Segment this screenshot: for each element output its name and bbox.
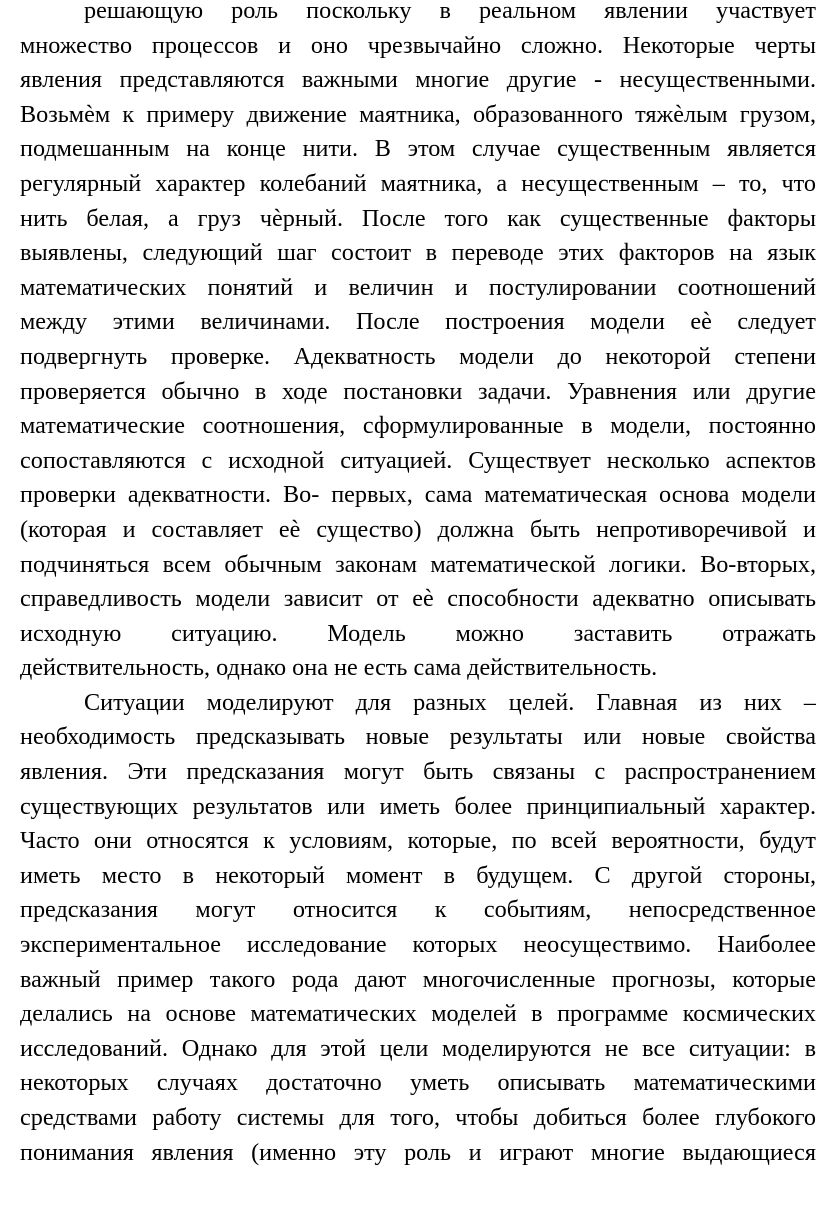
text-line: явления представляются важными многие другие - несущественными. — [20, 66, 816, 94]
text-line: математических понятий и величин и постулировании соотношений — [20, 273, 816, 301]
text-line: проверки адекватности. Во- первых, сама математическая основа модели — [20, 481, 816, 509]
text-line: решающую роль поскольку в реальном явлении участвует — [84, 0, 816, 24]
text-line: нить белая, а груз чѐрный. После того как существенные факторы — [20, 204, 816, 232]
text-line: проверяется обычно в ходе постановки задачи. Уравнения или другие — [20, 377, 816, 405]
text-line: понимания явления (именно эту роль и играют многие выдающиеся — [20, 1138, 816, 1166]
text-line: делались на основе математических моделей в программе космических — [20, 1000, 816, 1028]
text-line: между этими величинами. После построения модели еѐ следует — [20, 308, 816, 336]
text-line: регулярный характер колебаний маятника, а несущественным – то, что — [20, 169, 816, 197]
text-line: подмешанным на конце нити. В этом случае существенным является — [20, 135, 816, 163]
text-line: важный пример такого рода дают многочисленные прогнозы, которые — [20, 965, 816, 993]
text-line: Возьмѐм к примеру движение маятника, образованного тяжѐлым грузом, — [20, 100, 816, 128]
text-line: исследований. Однако для этой цели моделируются не все ситуации: в — [20, 1034, 816, 1062]
paragraph-2 — [20, 686, 816, 1170]
text-line: Ситуации моделируют для разных целей. Главная из них – — [84, 688, 816, 716]
text-line: подвергнуть проверке. Адекватность модели до некоторой степени — [20, 342, 816, 370]
text-line: выявлены, следующий шаг состоит в переводе этих факторов на язык — [20, 239, 816, 267]
text-line: предсказания могут относится к событиям, непосредственное — [20, 896, 816, 924]
text-line: необходимость предсказывать новые результаты или новые свойства — [20, 723, 816, 751]
text-line: множество процессов и оно чрезвычайно сложно. Некоторые черты — [20, 31, 816, 59]
text-line: математические соотношения, сформулированные в модели, постоянно — [20, 412, 816, 440]
paragraph-1 — [20, 0, 816, 686]
text-line: сопоставляются с исходной ситуацией. Существует несколько аспектов — [20, 446, 816, 474]
text-line: (которая и составляет еѐ существо) должна быть непротиворечивой и — [20, 515, 816, 543]
text-line: существующих результатов или иметь более принципиальный характер. — [20, 792, 816, 820]
text-line: Часто они относятся к условиям, которые, по всей вероятности, будут — [20, 827, 816, 855]
text-line: явления. Эти предсказания могут быть связаны с распространением — [20, 758, 816, 786]
text-line: иметь место в некоторый момент в будущем. С другой стороны, — [20, 861, 816, 889]
text-line: справедливость модели зависит от еѐ способности адекватно описывать — [20, 585, 816, 613]
text-line: средствами работу системы для того, чтобы добиться более глубокого — [20, 1104, 816, 1131]
text-line: некоторых случаях достаточно уметь описывать математическими — [20, 1069, 816, 1097]
text-line: экспериментальное исследование которых неосуществимо. Наиболее — [20, 931, 816, 959]
document-page — [20, 0, 816, 1170]
text-line: исходную ситуацию. Модель можно заставить отражать — [20, 619, 816, 647]
text-line: действительность, однако она не есть сама действительность. — [20, 654, 658, 682]
text-line: подчиняться всем обычным законам математической логики. Во-вторых, — [20, 550, 816, 578]
